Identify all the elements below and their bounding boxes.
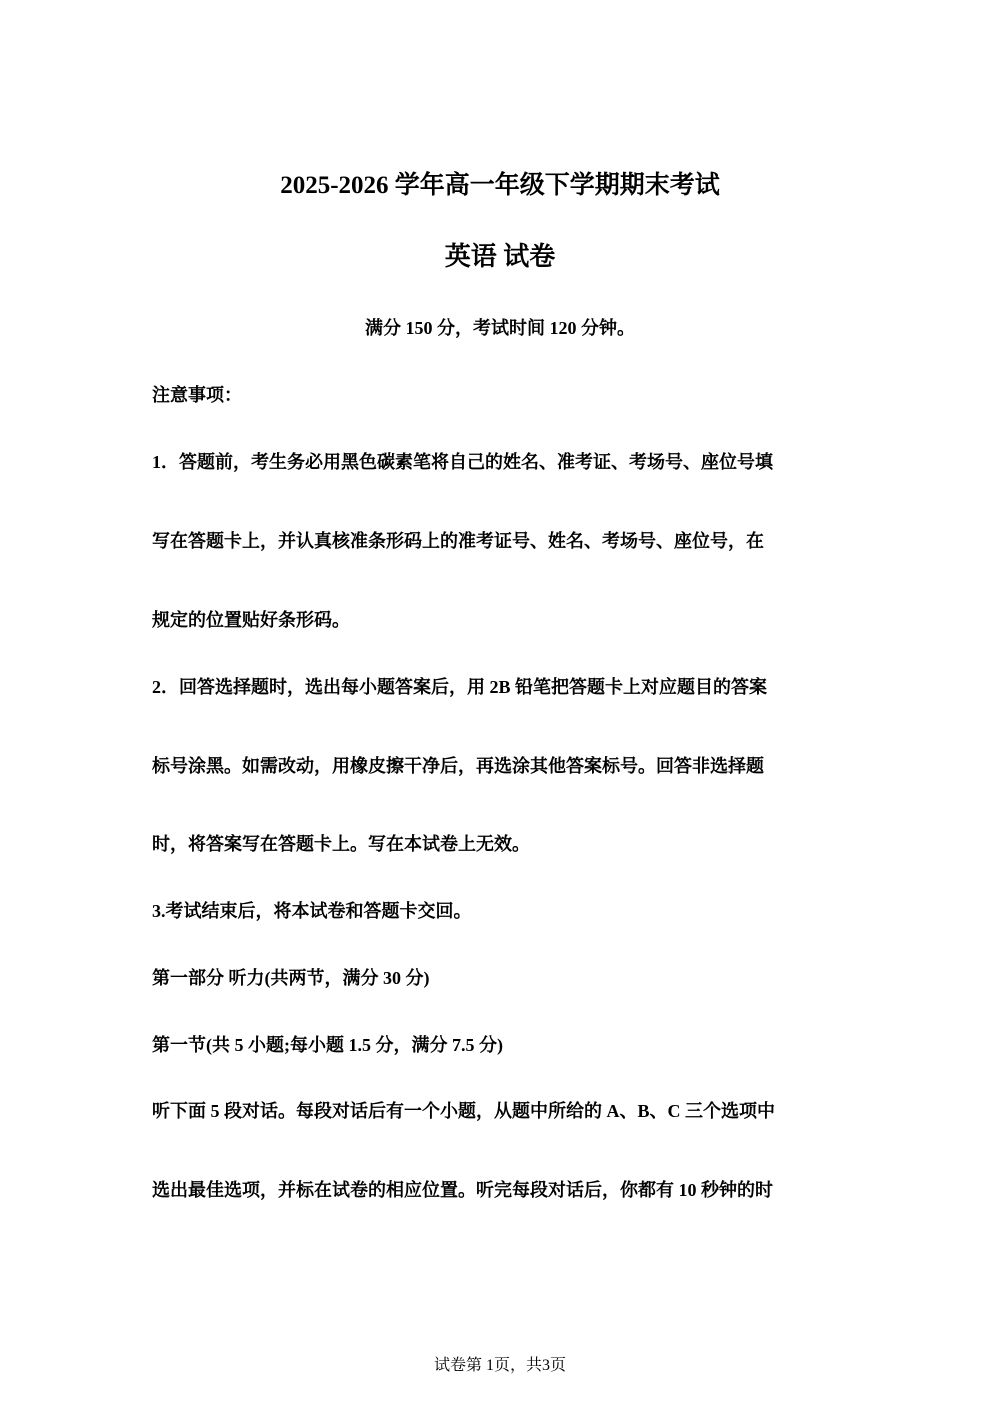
notice-3-line-1: 3.考试结束后，将本试卷和答题卡交回。 bbox=[152, 901, 472, 921]
notice-2-line-1: 2．回答选择题时，选出每小题答案后，用 2B 铅笔把答题卡上对应题目的答案 bbox=[152, 677, 768, 697]
notice-1-line-3: 规定的位置贴好条形码。 bbox=[152, 610, 350, 630]
notice-heading: 注意事项： bbox=[152, 385, 242, 405]
part-heading: 第一部分 听力(共两节，满分 30 分) bbox=[152, 968, 430, 988]
notice-2-line-3: 时，将答案写在答题卡上。写在本试卷上无效。 bbox=[152, 834, 530, 854]
notice-1-line-1: 1．答题前，考生务必用黑色碳素笔将自己的姓名、准考证、考场号、座位号填 bbox=[152, 452, 773, 472]
exam-subtitle: 英语 试卷 bbox=[444, 242, 556, 271]
notice-1-line-2: 写在答题卡上，并认真核准条形码上的准考证号、姓名、考场号、座位号，在 bbox=[152, 531, 764, 551]
instructions-line-2: 选出最佳选项，并标在试卷的相应位置。听完每段对话后，你都有 10 秒钟的时 bbox=[152, 1180, 773, 1200]
page-footer: 试卷第 1页，共3页 bbox=[433, 1357, 566, 1374]
notice-2-line-2: 标号涂黑。如需改动，用橡皮擦干净后，再选涂其他答案标号。回答非选择题 bbox=[152, 756, 764, 776]
section-heading: 第一节(共 5 小题;每小题 1.5 分，满分 7.5 分) bbox=[152, 1035, 503, 1055]
score-info: 满分 150 分，考试时间 120 分钟。 bbox=[365, 318, 635, 338]
exam-title: 2025-2026 学年高一年级下学期期末考试 bbox=[280, 172, 720, 199]
instructions-line-1: 听下面 5 段对话。每段对话后有一个小题，从题中所给的 A、B、C 三个选项中 bbox=[152, 1101, 776, 1121]
